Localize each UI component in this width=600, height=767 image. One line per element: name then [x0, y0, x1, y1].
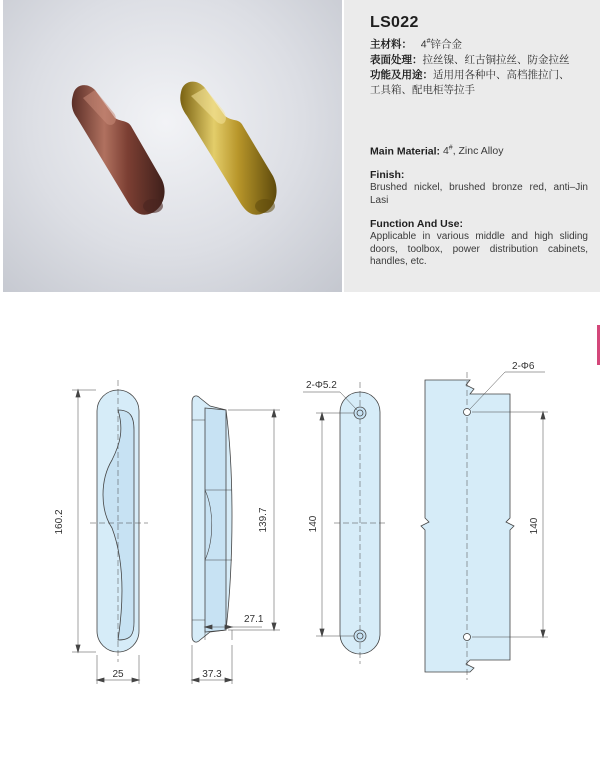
cn-function-line: [370, 68, 588, 83]
en-finish-value: Brushed nickel, brushed bronze red, anti–Jin Lasi: [370, 182, 588, 206]
cn-finish-value: 拉丝镍、红古铜拉丝、防金拉丝: [422, 53, 570, 66]
en-material-line: [370, 142, 588, 159]
cn-function-value-2: 工具箱、配电柜等拉手: [370, 83, 475, 96]
cn-material-label: 主材料：: [370, 38, 412, 51]
en-material-label: Main Material:: [370, 145, 441, 157]
dim-front-height: 160.2: [54, 509, 65, 535]
cn-function-value-1: 适用用各种中、高档推拉门、: [433, 68, 570, 81]
dim-cutout-spacing: 140: [529, 517, 540, 535]
cn-material-num: 4: [420, 38, 427, 51]
dim-hole-spacing: 140: [308, 515, 319, 533]
cn-material-line: [370, 34, 588, 53]
technical-drawing: [0, 300, 600, 767]
cn-specs: [370, 34, 588, 98]
en-function-label: Function And Use:: [370, 218, 463, 230]
en-function-value: Applicable in various middle and high sliding doors, toolbox, power distribution cabinets, handles, etc.: [370, 231, 588, 267]
cn-finish-label: 表面处理：: [370, 53, 423, 66]
dim-side-offset: 27.1: [244, 614, 264, 625]
en-finish-label: Finish:: [370, 169, 405, 181]
gold-handle: [180, 82, 276, 215]
model-number: LS022: [370, 14, 419, 31]
handle-samples-image: [3, 0, 342, 292]
front-view: [72, 380, 148, 684]
bronze-handle: [72, 85, 165, 215]
cn-finish-line: [370, 53, 588, 68]
side-view: [192, 396, 280, 684]
en-material-num: 4: [442, 145, 449, 157]
hole-note: 2-Φ5.2: [306, 380, 337, 391]
dim-side-depth: 37.3: [202, 669, 222, 680]
cn-function-line-2: [370, 83, 588, 98]
cn-material-sup: #: [426, 38, 431, 45]
en-material-value: , Zinc Alloy: [452, 145, 504, 157]
dim-side-height: 139.7: [258, 507, 269, 533]
spec-panel: [344, 0, 600, 292]
dim-front-width: 25: [112, 669, 124, 680]
cn-function-label: 功能及用途：: [370, 68, 433, 81]
cutout-note: 2-Φ6: [512, 361, 535, 372]
en-material-sup: #: [448, 144, 453, 152]
cn-material-value: 锌合金: [430, 38, 463, 51]
product-photo: [3, 0, 342, 292]
